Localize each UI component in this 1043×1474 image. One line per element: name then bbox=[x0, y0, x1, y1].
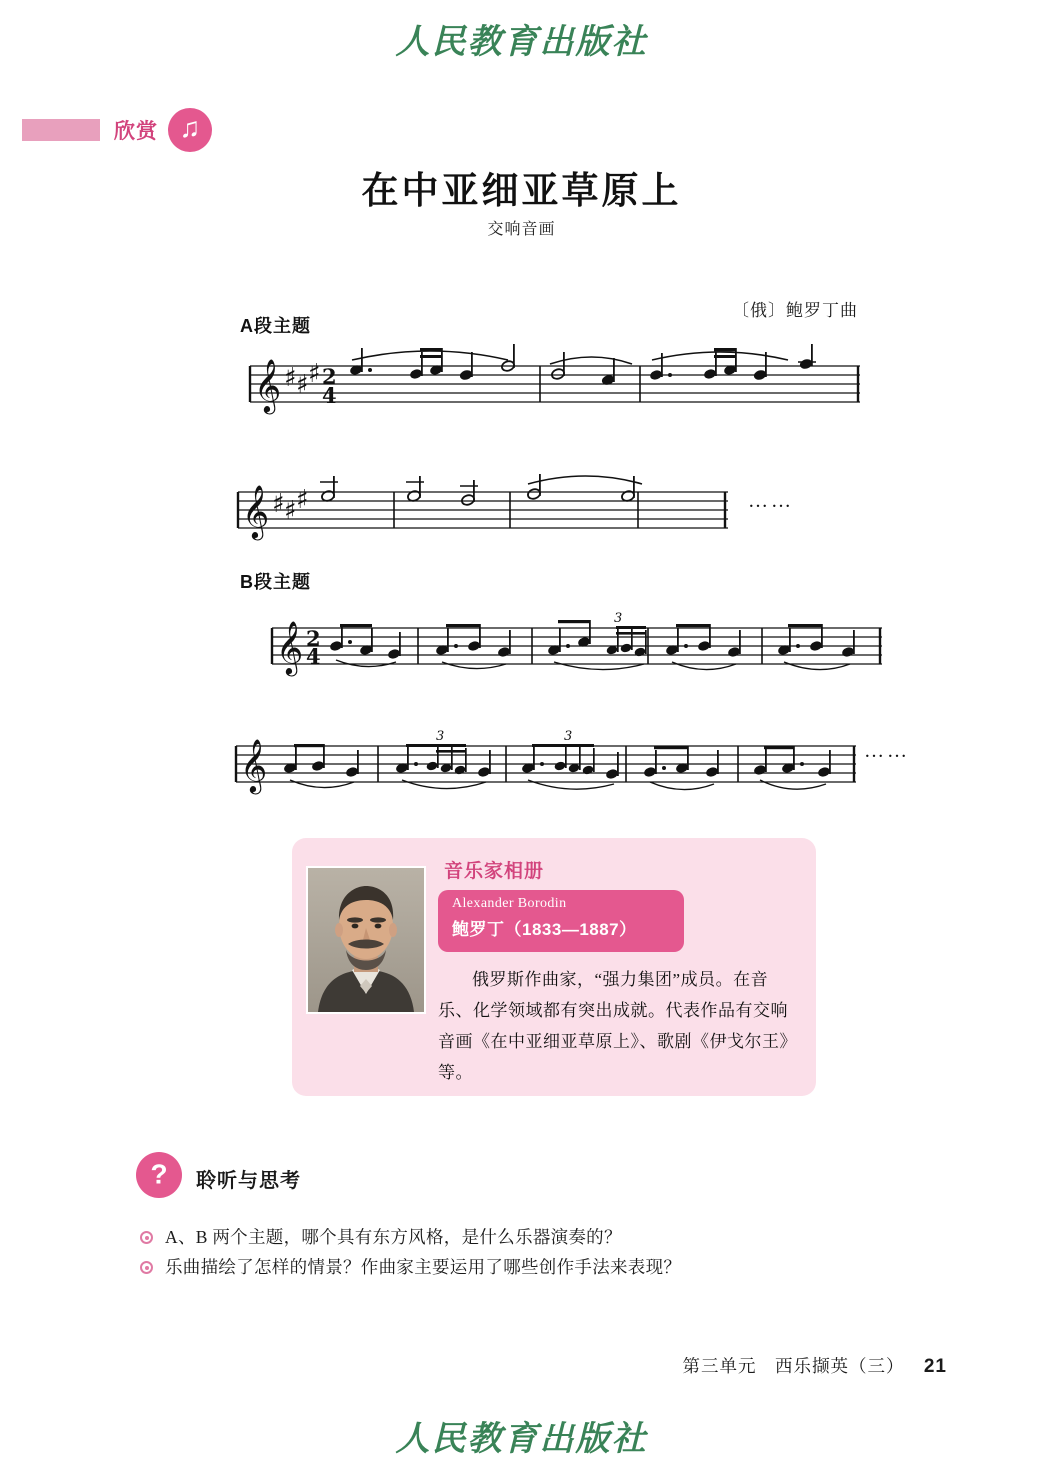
musician-name-en: Alexander Borodin bbox=[452, 896, 567, 911]
page-number: 21 bbox=[923, 1356, 947, 1377]
staff-a-line-1 bbox=[240, 330, 870, 435]
continuation-dots-b: …… bbox=[864, 740, 910, 762]
svg-text:♯: ♯ bbox=[296, 370, 309, 400]
svg-text:𝄞: 𝄞 bbox=[240, 738, 268, 792]
svg-text:4: 4 bbox=[306, 644, 321, 669]
publisher-mark-top: 人民教育出版社 bbox=[395, 24, 648, 61]
question-mark-icon bbox=[136, 1152, 182, 1198]
svg-text:♯: ♯ bbox=[284, 496, 297, 526]
question-text: A、B 两个主题，哪个具有东方风格，是什么乐器演奏的？ bbox=[165, 1227, 622, 1247]
musician-card-title: 音乐家相册 bbox=[444, 861, 545, 882]
publisher-mark-bottom: 人民教育出版社 bbox=[395, 1421, 648, 1458]
svg-text:𝄞: 𝄞 bbox=[242, 484, 270, 538]
listen-think-title: 聆听与思考 bbox=[196, 1170, 301, 1192]
composer-credit: 〔俄〕鲍罗丁曲 bbox=[732, 301, 858, 320]
list-item bbox=[140, 1222, 940, 1252]
page-title: 在中亚细亚草原上 bbox=[361, 171, 682, 212]
svg-text:♯: ♯ bbox=[272, 489, 285, 519]
page-footer bbox=[682, 1353, 947, 1378]
musician-bio: 俄罗斯作曲家，“强力集团”成员。在音乐、化学领域都有突出成就。代表作品有交响音画《在中亚细亚草原上》、歌剧《伊戈尔王》等。 bbox=[438, 970, 797, 1082]
section-tag bbox=[22, 108, 212, 152]
list-item bbox=[140, 1252, 940, 1282]
musician-card bbox=[292, 838, 816, 1096]
music-note-glyph: ♫ bbox=[179, 112, 201, 144]
tag-label: 欣赏 bbox=[114, 120, 158, 143]
svg-text:𝄞: 𝄞 bbox=[276, 620, 304, 674]
svg-text:♯: ♯ bbox=[308, 359, 321, 389]
svg-text:3: 3 bbox=[614, 611, 623, 626]
page-subtitle: 交响音画 bbox=[487, 221, 556, 238]
bullet-icon bbox=[140, 1231, 153, 1244]
footer-unit: 第三单元 西乐撷英（三） bbox=[682, 1356, 905, 1376]
musician-name-plate bbox=[438, 890, 684, 952]
question-list bbox=[140, 1222, 940, 1282]
svg-text:4: 4 bbox=[322, 383, 337, 408]
section-b-label: B段主题 bbox=[240, 572, 311, 592]
svg-text:♯: ♯ bbox=[284, 363, 297, 393]
svg-text:2: 2 bbox=[306, 626, 321, 651]
svg-text:♯: ♯ bbox=[296, 485, 309, 515]
svg-text:2: 2 bbox=[322, 364, 337, 389]
section-a-label: A段主题 bbox=[240, 316, 311, 336]
svg-text:3: 3 bbox=[436, 729, 445, 744]
tag-bar-decoration bbox=[22, 119, 100, 141]
bullet-icon bbox=[140, 1261, 153, 1274]
musician-name-cn: 鲍罗丁（1833—1887） bbox=[452, 920, 637, 939]
question-mark-glyph: ? bbox=[150, 1158, 168, 1190]
staff-b-line-2 bbox=[226, 718, 910, 823]
continuation-dots-a: …… bbox=[748, 490, 794, 512]
staff-a-line-2 bbox=[228, 470, 828, 565]
svg-text:3: 3 bbox=[564, 729, 573, 744]
staff-b-line-1 bbox=[262, 600, 902, 705]
question-text: 乐曲描绘了怎样的情景？作曲家主要运用了哪些创作手法来表现？ bbox=[165, 1257, 682, 1277]
music-note-icon bbox=[168, 108, 212, 152]
svg-text:𝄞: 𝄞 bbox=[254, 358, 282, 412]
borodin-portrait bbox=[306, 866, 426, 1014]
